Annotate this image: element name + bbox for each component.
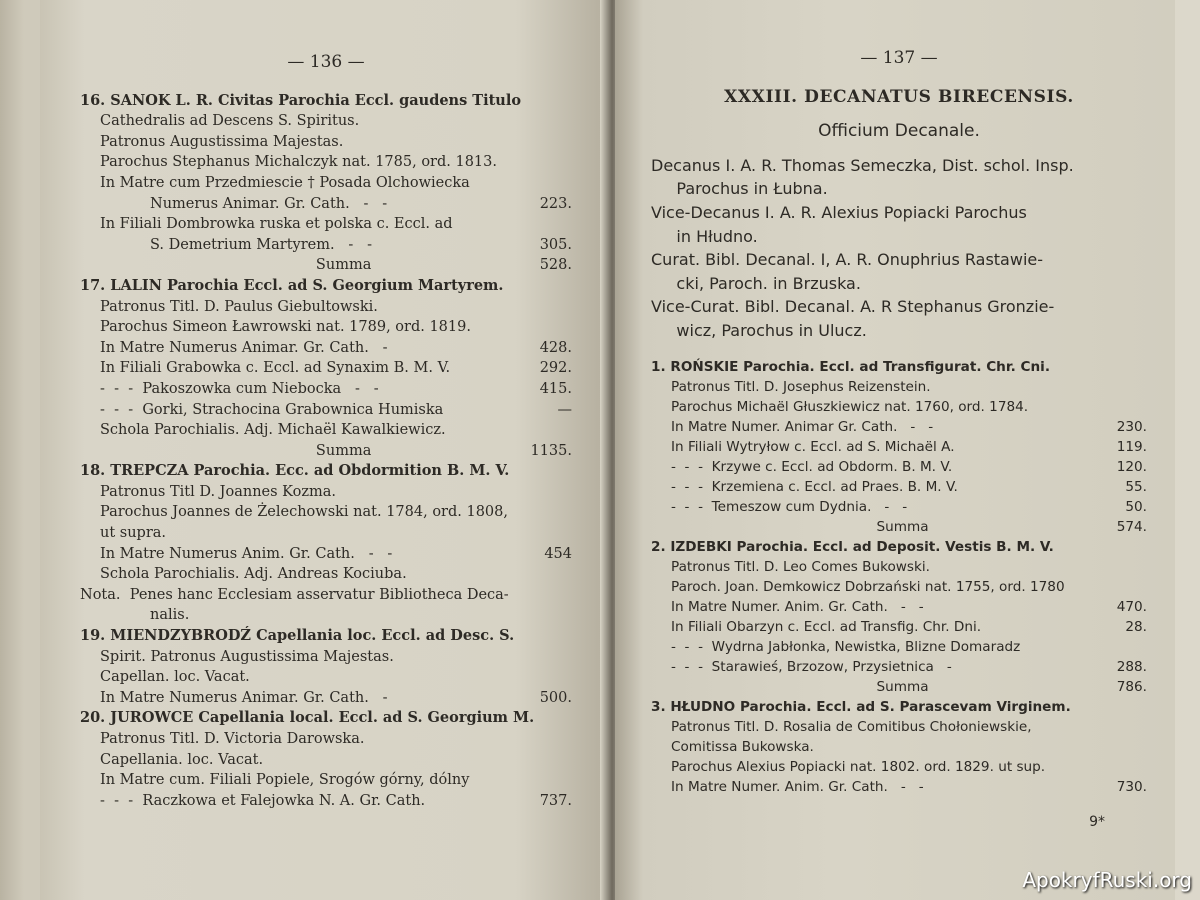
deanery-title: XXXIII. DECANATUS BIRECENSIS. xyxy=(724,86,1074,107)
text-line xyxy=(651,537,1147,557)
line-text: In Filiali Grabowka c. Eccl. ad Synaxim B. M. V. xyxy=(100,360,451,377)
left-page-text xyxy=(80,91,572,812)
text-line xyxy=(80,152,572,173)
text-line xyxy=(651,777,1147,797)
line-number-value: 292. xyxy=(539,360,572,377)
text-line xyxy=(80,338,572,359)
line-text: In Matre Numer. Anim. Gr. Cath. - - xyxy=(671,778,924,795)
officium-line: Curat. Bibl. Decanal. I, A. R. Onuphrius Rastawie- xyxy=(651,250,1043,270)
text-line xyxy=(80,585,572,606)
text-line xyxy=(80,420,572,441)
line-text: In Matre Numer. Animar Gr. Cath. - - xyxy=(671,418,934,435)
line-text: Parochus Joannes de Żelechowski nat. 1784, ord. 1808, xyxy=(100,504,508,521)
line-text: 16. SANOK L. R. Civitas Parochia Eccl. gaudens Titulo xyxy=(80,91,522,109)
text-line xyxy=(80,235,572,256)
line-number-value: 119. xyxy=(1116,438,1147,455)
text-line xyxy=(80,482,572,503)
text-line xyxy=(651,737,1147,757)
text-line xyxy=(651,397,1147,417)
line-text: In Matre Numerus Animar. Gr. Cath. - xyxy=(100,689,388,706)
text-line xyxy=(651,577,1147,597)
text-line xyxy=(651,377,1147,397)
right-page-number: — 137 — xyxy=(860,48,938,68)
text-line xyxy=(80,297,572,318)
line-text: Capellan. loc. Vacat. xyxy=(100,669,250,686)
text-line xyxy=(80,564,572,585)
text-line xyxy=(651,437,1147,457)
text-line xyxy=(651,657,1147,677)
line-number-value: 428. xyxy=(539,339,572,356)
line-text: Capellania. loc. Vacat. xyxy=(100,751,264,768)
line-number-value: 230. xyxy=(1116,418,1147,435)
line-number-value: 55. xyxy=(1125,478,1147,495)
text-line xyxy=(651,677,1147,697)
line-text: Spirit. Patronus Augustissima Majestas. xyxy=(100,648,394,665)
text-line xyxy=(651,417,1147,437)
line-text: Comitissa Bukowska. xyxy=(671,738,814,755)
line-text: 3. HŁUDNO Parochia. Eccl. ad S. Parascevam Virginem. xyxy=(651,698,1071,715)
line-number-value: 120. xyxy=(1116,458,1147,475)
text-line xyxy=(80,276,572,297)
line-text: Summa xyxy=(721,678,929,695)
line-text: 18. TREPCZA Parochia. Ecc. ad Obdormition B. M. V. xyxy=(80,462,510,480)
line-text: - - - Starawieś, Brzozow, Przysietnica - xyxy=(671,658,952,675)
line-number-value: — xyxy=(557,401,572,418)
line-text: Parochus Stephanus Michalczyk nat. 1785, ord. 1813. xyxy=(100,154,497,171)
line-text: Summa xyxy=(150,257,372,274)
line-number-value: 28. xyxy=(1125,618,1147,635)
line-number-value: 1135. xyxy=(530,442,572,459)
text-line xyxy=(651,457,1147,477)
line-text: Summa xyxy=(721,518,929,535)
text-line xyxy=(80,400,572,421)
line-text: In Matre Numer. Anim. Gr. Cath. - - xyxy=(671,598,924,615)
text-line xyxy=(80,544,572,565)
text-line xyxy=(80,750,572,771)
line-text: - - - Gorki, Strachocina Grabownica Humiska xyxy=(100,401,444,418)
line-number-value: 50. xyxy=(1125,498,1147,515)
text-line xyxy=(80,688,572,709)
right-page xyxy=(615,0,1175,900)
text-line xyxy=(80,379,572,400)
left-page-number: — 136 — xyxy=(287,52,365,72)
line-text: Schola Parochialis. Adj. Andreas Kociuba. xyxy=(100,566,407,583)
text-line xyxy=(80,132,572,153)
line-text: 19. MIENDZYBRODŹ Capellania loc. Eccl. ad Desc. S. xyxy=(80,627,515,645)
line-text: In Matre Numerus Animar. Gr. Cath. - xyxy=(100,339,388,356)
text-line xyxy=(651,617,1147,637)
text-line xyxy=(80,770,572,791)
line-number-value: 737. xyxy=(539,792,572,809)
officium-line: wicz, Parochus in Ulucz. xyxy=(651,320,867,340)
text-line xyxy=(80,626,572,647)
officium-heading: Officium Decanale. xyxy=(818,121,980,142)
text-line xyxy=(80,173,572,194)
text-line xyxy=(80,605,572,626)
line-number-value: 305. xyxy=(539,236,572,253)
text-line xyxy=(80,111,572,132)
line-text: In Matre Numerus Anim. Gr. Cath. - - xyxy=(100,545,393,562)
line-number-value: 574. xyxy=(1116,518,1147,535)
line-text: Parochus Michaël Głuszkiewicz nat. 1760, ord. 1784. xyxy=(671,398,1029,415)
text-line xyxy=(651,637,1147,657)
text-line xyxy=(80,791,572,812)
line-number-value: 454 xyxy=(544,545,572,562)
text-line xyxy=(651,717,1147,737)
line-text: Parochus Simeon Ławrowski nat. 1789, ord. 1819. xyxy=(100,319,471,336)
officium-line: Vice-Decanus I. A. R. Alexius Popiacki Parochus xyxy=(651,202,1027,222)
text-line xyxy=(80,358,572,379)
line-number-value: 730. xyxy=(1116,778,1147,795)
text-line xyxy=(80,523,572,544)
officium-line: Vice-Curat. Bibl. Decanal. A. R Stephanus Gronzie- xyxy=(651,297,1055,317)
officium-line: Parochus in Łubna. xyxy=(651,179,828,199)
line-text: 1. ROŃSKIE Parochia. Eccl. ad Transfigurat. Chr. Cni. xyxy=(651,358,1051,375)
text-line xyxy=(80,667,572,688)
line-text: 20. JUROWCE Capellania local. Eccl. ad S. Georgium M. xyxy=(80,709,535,727)
left-page xyxy=(40,0,600,900)
signature-mark: 9* xyxy=(1089,814,1105,830)
line-text: Patronus Titl. D. Leo Comes Bukowski. xyxy=(671,558,930,575)
text-line xyxy=(80,214,572,235)
officium-list xyxy=(651,154,1147,343)
line-number-value: 223. xyxy=(539,195,572,212)
text-line xyxy=(80,441,572,462)
line-text: - - - Pakoszowka cum Niebocka - - xyxy=(100,380,379,397)
line-text: 17. LALIN Parochia Eccl. ad S. Georgium Martyrem. xyxy=(80,276,504,294)
text-line xyxy=(80,317,572,338)
right-page-text xyxy=(651,357,1147,797)
line-text: In Matre cum. Filiali Popiele, Srogów górny, dólny xyxy=(100,772,470,789)
watermark: ApokryfRuski.org xyxy=(1022,868,1192,892)
line-text: S. Demetrium Martyrem. - - xyxy=(150,236,373,253)
text-line xyxy=(651,757,1147,777)
line-text: Patronus Augustissima Majestas. xyxy=(100,133,344,150)
line-text: In Filiali Wytryłow c. Eccl. ad S. Michaël A. xyxy=(671,438,955,455)
line-text: Patronus Titl. D. Josephus Reizenstein. xyxy=(671,378,931,395)
line-number-value: 528. xyxy=(539,257,572,274)
line-number-value: 786. xyxy=(1116,678,1147,695)
text-line xyxy=(80,461,572,482)
line-text: Paroch. Joan. Demkowicz Dobrzański nat. 1755, ord. 1780 xyxy=(671,578,1065,595)
line-text: Schola Parochialis. Adj. Michaël Kawalkiewicz. xyxy=(100,422,446,439)
line-text: - - - Wydrna Jabłonka, Newistka, Blizne Domaradz xyxy=(671,638,1021,655)
line-number-value: 415. xyxy=(539,380,572,397)
text-line xyxy=(80,502,572,523)
text-line xyxy=(651,477,1147,497)
line-text: - - - Temeszow cum Dydnia. - - xyxy=(671,498,908,515)
text-line xyxy=(80,729,572,750)
text-line xyxy=(651,357,1147,377)
text-line xyxy=(651,517,1147,537)
line-text: - - - Krzemiena c. Eccl. ad Praes. B. M. V. xyxy=(671,478,958,495)
text-line xyxy=(651,557,1147,577)
line-text: Numerus Animar. Gr. Cath. - - xyxy=(150,195,388,212)
line-text: Patronus Titl. D. Victoria Darowska. xyxy=(100,731,365,747)
line-number-value: 470. xyxy=(1116,598,1147,615)
text-line xyxy=(651,497,1147,517)
text-line xyxy=(80,194,572,215)
officium-line: Decanus I. A. R. Thomas Semeczka, Dist. schol. Insp. xyxy=(651,155,1074,175)
line-text: Nota. Penes hanc Ecclesiam asservatur Bibliotheca Deca- xyxy=(80,586,509,603)
line-text: - - - Krzywe c. Eccl. ad Obdorm. B. M. V. xyxy=(671,458,953,475)
line-text: nalis. xyxy=(150,607,190,624)
text-line xyxy=(80,91,572,112)
line-text: 2. IZDEBKI Parochia. Eccl. ad Deposit. Vestis B. M. V. xyxy=(651,538,1054,555)
line-text: Parochus Alexius Popiacki nat. 1802. ord. 1829. ut sup. xyxy=(671,758,1046,775)
line-text: In Matre cum Przedmiescie † Posada Olchowiecka xyxy=(100,174,470,191)
line-text: Summa xyxy=(150,442,372,459)
line-text: - - - Raczkowa et Falejowka N. A. Gr. Cath. xyxy=(100,792,426,809)
line-text: Patronus Titl. D. Rosalia de Comitibus Chołoniewskie, xyxy=(671,718,1032,735)
text-line xyxy=(80,255,572,276)
line-text: Patronus Titl D. Joannes Kozma. xyxy=(100,483,336,500)
text-line xyxy=(651,597,1147,617)
text-line xyxy=(80,647,572,668)
line-text: Cathedralis ad Descens S. Spiritus. xyxy=(100,113,360,130)
line-number-value: 288. xyxy=(1116,658,1147,675)
line-text: In Filiali Obarzyn c. Eccl. ad Transfig. Chr. Dni. xyxy=(671,618,982,635)
line-number-value: 500. xyxy=(539,689,572,706)
officium-line: cki, Paroch. in Brzuska. xyxy=(651,273,861,293)
line-text: In Filiali Dombrowka ruska et polska c. Eccl. ad xyxy=(100,216,453,233)
text-line xyxy=(651,697,1147,717)
line-text: ut supra. xyxy=(100,525,167,542)
officium-line: in Hłudno. xyxy=(651,226,758,246)
text-line xyxy=(80,708,572,729)
line-text: Patronus Titl. D. Paulus Giebultowski. xyxy=(100,298,378,315)
